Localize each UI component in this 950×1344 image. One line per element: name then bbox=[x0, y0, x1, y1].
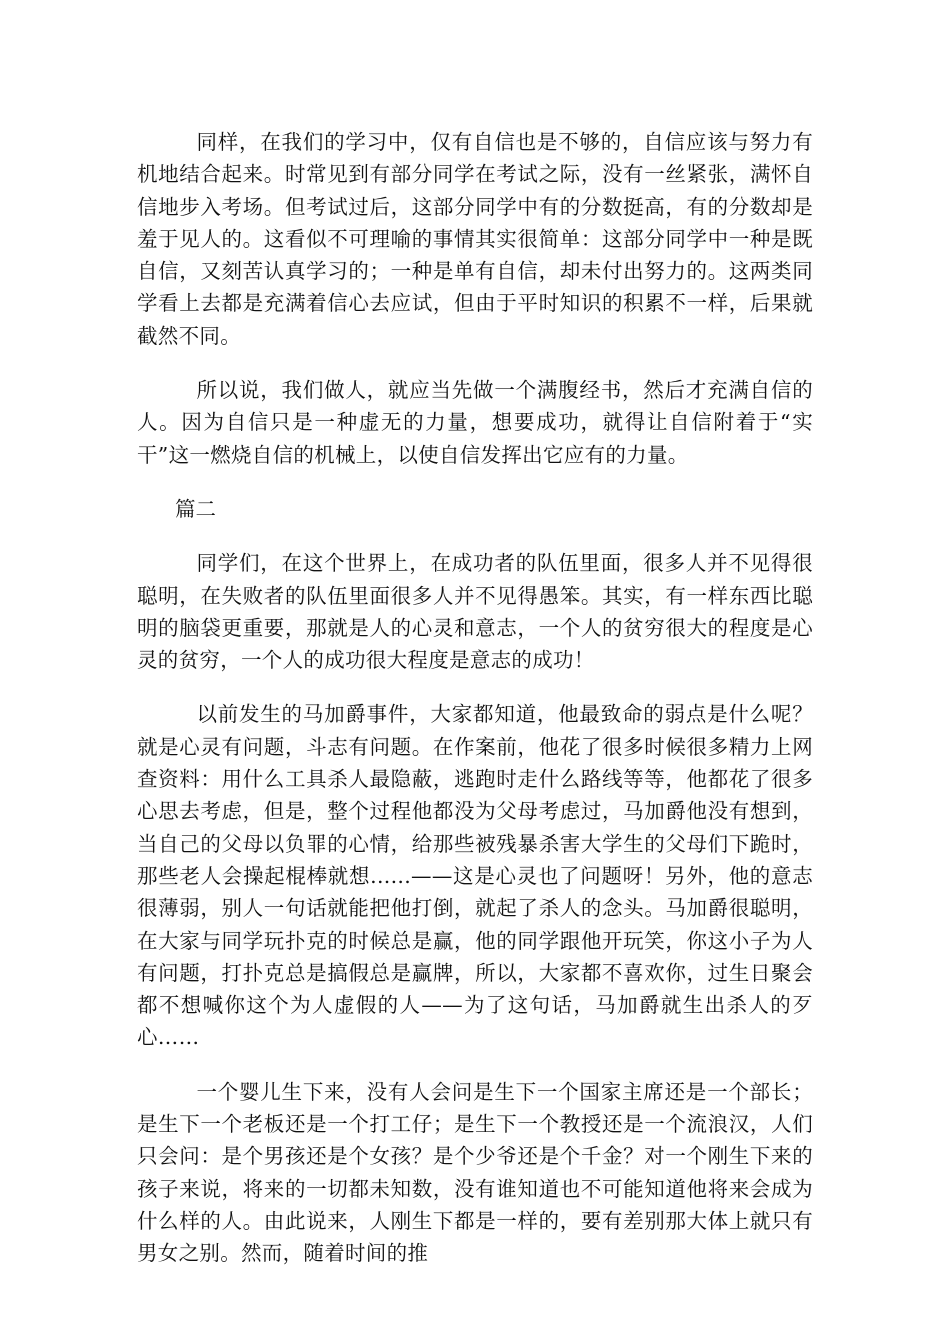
paragraph-conclusion: 所以说，我们做人，就应当先做一个满腹经书，然后才充满自信的人。因为自信只是一种虚无的力量，想要成功，就得让自信附着于“实干”这一燃烧自信的机械上，以使自信发挥出它应有的力量。 bbox=[137, 378, 813, 467]
document-page bbox=[137, 126, 813, 1270]
section-heading: 篇二 bbox=[175, 496, 216, 521]
paragraph-confidence-and-effort: 同样，在我们的学习中，仅有自信也是不够的，自信应该与努力有机地结合起来。时常见到有部分同学在考试之际，没有一丝紧张，满怀自信地步入考场。但考试过后，这部分同学中有的分数挺高，有的分数却是羞于见人的。这看似不可理喻的事情其实很简单：这部分同学中一种是既自信，又刻苦认真学习的；一种是单有自信，却未付出努力的。这两类同学看上去都是充满着信心去应试，但由于平时知识的积累不一样，后果就截然不同。 bbox=[137, 130, 813, 348]
paragraph-heart-and-will: 同学们，在这个世界上，在成功者的队伍里面，很多人并不见得很聪明，在失败者的队伍里面很多人并不见得愚笨。其实，有一样东西比聪明的脑袋更重要，那就是人的心灵和意志，一个人的贫穷很大的程度是心灵的贫穷，一个人的成功很大程度是意志的成功！ bbox=[137, 551, 813, 673]
paragraph-ma-jiajue-case: 以前发生的马加爵事件，大家都知道，他最致命的弱点是什么呢？就是心灵有问题，斗志有问题。在作案前，他花了很多时候很多精力上网查资料：用什么工具杀人最隐蔽，逃跑时走什么路线等等，他都花了很多心思去考虑，但是，整个过程他都没为父母考虑过，马加爵他没有想到，当自己的父母以负罪的心情，给那些被残暴杀害大学生的父母们下跪时，那些老人会操起棍棒就想......——这是心灵也了问题呀！另外，他的意志很薄弱，别人一句话就能把他打倒，就起了杀人的念头。马加爵很聪明，在大家与同学玩扑克的时候总是赢，他的同学跟他开玩笑，你这小子为人有问题，打扑克总是搞假总是赢牌，所以，大家都不喜欢你，过生日聚会都不想喊你这个为人虚假的人——为了这句话，马加爵就生出杀人的歹心…… bbox=[137, 702, 813, 1050]
paragraph-newborn: 一个婴儿生下来，没有人会问是生下一个国家主席还是一个部长；是生下一个老板还是一个打工仔；是生下一个教授还是一个流浪汉，人们只会问：是个男孩还是个女孩？是个少爷还是个千金？对一个刚生下来的孩子来说，将来的一切都未知数，没有谁知道也不可能知道他将来会成为什么样的人。由此说来，人刚生下都是一样的，要有差别那大体上就只有男女之别。然而，随着时间的推 bbox=[137, 1079, 813, 1266]
